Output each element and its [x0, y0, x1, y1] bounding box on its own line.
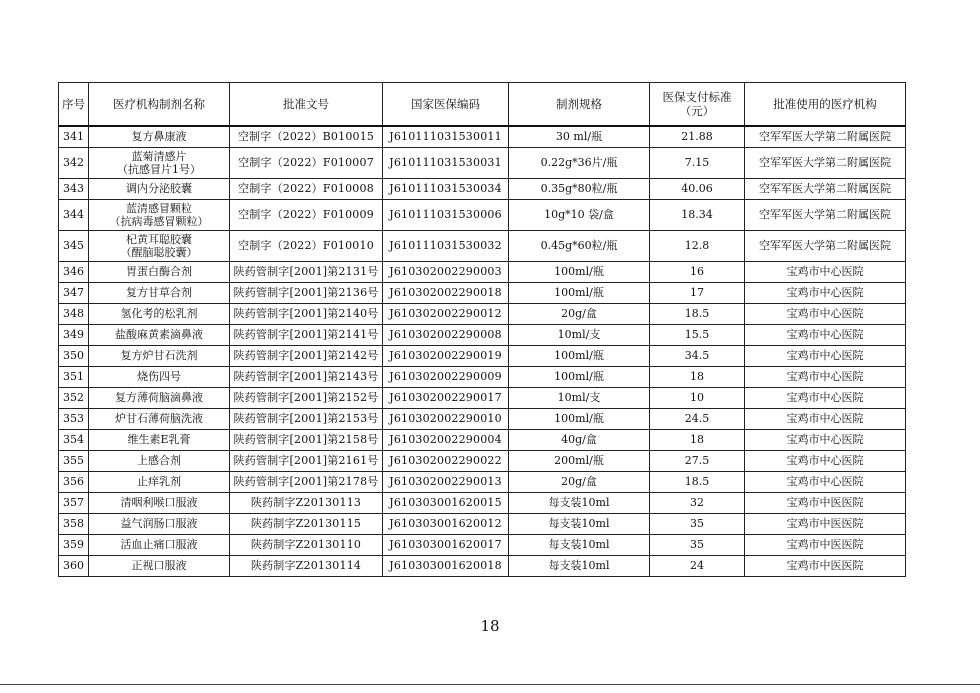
cell-name-line: 蓝菊清感片 — [131, 149, 187, 163]
table-row — [59, 345, 906, 366]
cell-spec: 30 ml/瓶 — [509, 126, 650, 147]
table-row — [59, 126, 906, 147]
cell-spec: 10ml/支 — [509, 387, 650, 408]
cell-code: J610303001620015 — [383, 492, 509, 513]
cell-index: 347 — [59, 282, 89, 303]
cell-approval: 空制字（2022）B010015 — [230, 126, 383, 147]
header-row — [59, 83, 906, 127]
cell-index: 342 — [59, 147, 89, 178]
cell-code: J610302002290008 — [383, 324, 509, 345]
cell-name-line: （抗病毒感冒颗粒） — [109, 214, 209, 228]
cell-code: J610303001620012 — [383, 513, 509, 534]
cell-name-line: 蓝清感冒颗粒 — [126, 201, 192, 215]
cell-index: 341 — [59, 126, 89, 147]
table-row — [59, 230, 906, 261]
cell-code: J610302002290010 — [383, 408, 509, 429]
cell-name-line: 正视口服液 — [131, 559, 187, 572]
cell-spec: 每支装10ml — [509, 534, 650, 555]
table-row — [59, 199, 906, 230]
cell-price: 35 — [650, 534, 745, 555]
cell-price: 24 — [650, 555, 745, 576]
cell-name-line: （抗感冒片1号） — [117, 162, 201, 176]
table-row — [59, 282, 906, 303]
cell-name-line: 调内分泌胶囊 — [126, 182, 192, 195]
cell-name — [89, 450, 230, 471]
cell-institution: 宝鸡市中心医院 — [745, 450, 906, 471]
table-row — [59, 324, 906, 345]
cell-name-line: 盐酸麻黄素滴鼻液 — [115, 328, 203, 341]
cell-institution: 宝鸡市中医医院 — [745, 492, 906, 513]
cell-institution: 宝鸡市中医医院 — [745, 555, 906, 576]
cell-institution: 宝鸡市中心医院 — [745, 429, 906, 450]
cell-code: J610302002290003 — [383, 261, 509, 282]
cell-institution: 宝鸡市中心医院 — [745, 282, 906, 303]
cell-institution: 宝鸡市中心医院 — [745, 471, 906, 492]
cell-name — [89, 429, 230, 450]
cell-spec: 100ml/瓶 — [509, 261, 650, 282]
cell-index: 351 — [59, 366, 89, 387]
cell-name-line: 复方甘草合剂 — [126, 286, 192, 299]
cell-spec: 40g/盒 — [509, 429, 650, 450]
cell-name-line: 维生素E乳膏 — [127, 433, 191, 446]
cell-name-line: 止痒乳剂 — [137, 475, 181, 488]
cell-name-line: 复方炉甘石洗剂 — [120, 349, 198, 362]
cell-institution: 宝鸡市中心医院 — [745, 345, 906, 366]
cell-approval: 陕药管制字[2001]第2143号 — [230, 366, 383, 387]
cell-name-line: （醒脑聪胶囊） — [120, 245, 198, 259]
table-row — [59, 534, 906, 555]
cell-name — [89, 261, 230, 282]
cell-name — [89, 199, 230, 230]
cell-spec: 0.45g*60粒/瓶 — [509, 230, 650, 261]
table-row — [59, 366, 906, 387]
cell-name-line: 杞黄耳聪胶囊 — [126, 232, 192, 246]
cell-name — [89, 366, 230, 387]
cell-institution: 宝鸡市中心医院 — [745, 408, 906, 429]
cell-name — [89, 387, 230, 408]
cell-price: 12.8 — [650, 230, 745, 261]
cell-price: 27.5 — [650, 450, 745, 471]
cell-index: 360 — [59, 555, 89, 576]
cell-index: 348 — [59, 303, 89, 324]
cell-name — [89, 534, 230, 555]
cell-approval: 陕药管制字[2001]第2178号 — [230, 471, 383, 492]
cell-approval: 陕药制字Z20130115 — [230, 513, 383, 534]
cell-price: 24.5 — [650, 408, 745, 429]
cell-name-line: 益气润肠口服液 — [120, 517, 198, 530]
page-number: 18 — [480, 617, 500, 635]
bottom-divider — [0, 684, 980, 685]
cell-code: J610302002290013 — [383, 471, 509, 492]
cell-price: 7.15 — [650, 147, 745, 178]
table-row — [59, 408, 906, 429]
cell-approval: 空制字（2022）F010007 — [230, 147, 383, 178]
cell-price: 34.5 — [650, 345, 745, 366]
cell-code: J610111031530011 — [383, 126, 509, 147]
table-row — [59, 261, 906, 282]
cell-spec: 100ml/瓶 — [509, 366, 650, 387]
cell-code: J610111031530006 — [383, 199, 509, 230]
cell-price: 18.34 — [650, 199, 745, 230]
cell-approval: 陕药制字Z20130110 — [230, 534, 383, 555]
table-body — [59, 126, 906, 576]
cell-name — [89, 471, 230, 492]
cell-code: J610302002290022 — [383, 450, 509, 471]
header-code: 国家医保编码 — [383, 83, 509, 127]
cell-institution: 空军军医大学第二附属医院 — [745, 178, 906, 199]
header-index: 序号 — [59, 83, 89, 127]
cell-name-line: 胃蛋白酶合剂 — [126, 265, 192, 278]
cell-name-line: 烧伤四号 — [137, 370, 181, 383]
cell-spec: 10ml/支 — [509, 324, 650, 345]
cell-institution: 空军军医大学第二附属医院 — [745, 230, 906, 261]
cell-name-line: 复方鼻康液 — [131, 130, 187, 144]
cell-name — [89, 147, 230, 178]
cell-code: J610111031530031 — [383, 147, 509, 178]
cell-institution: 宝鸡市中医医院 — [745, 513, 906, 534]
drug-table — [58, 82, 906, 577]
cell-price: 32 — [650, 492, 745, 513]
cell-approval: 陕药管制字[2001]第2161号 — [230, 450, 383, 471]
cell-code: J610302002290012 — [383, 303, 509, 324]
table-row — [59, 387, 906, 408]
cell-approval: 空制字（2022）F010008 — [230, 178, 383, 199]
cell-name-line: 氢化考的松乳剂 — [120, 307, 198, 320]
cell-spec: 20g/盒 — [509, 471, 650, 492]
cell-name — [89, 408, 230, 429]
cell-price: 40.06 — [650, 178, 745, 199]
cell-approval: 陕药管制字[2001]第2140号 — [230, 303, 383, 324]
cell-institution: 宝鸡市中心医院 — [745, 366, 906, 387]
cell-approval: 陕药管制字[2001]第2152号 — [230, 387, 383, 408]
cell-institution: 空军军医大学第二附属医院 — [745, 147, 906, 178]
cell-name-line: 炉甘石薄荷脑洗液 — [115, 412, 203, 425]
cell-index: 354 — [59, 429, 89, 450]
cell-code: J610303001620018 — [383, 555, 509, 576]
cell-spec: 每支装10ml — [509, 513, 650, 534]
table-header — [59, 83, 906, 127]
cell-institution: 宝鸡市中心医院 — [745, 324, 906, 345]
header-institution: 批准使用的医疗机构 — [745, 83, 906, 127]
cell-spec: 100ml/瓶 — [509, 282, 650, 303]
cell-price: 18 — [650, 366, 745, 387]
cell-index: 359 — [59, 534, 89, 555]
table-row — [59, 492, 906, 513]
cell-name — [89, 513, 230, 534]
cell-approval: 陕药管制字[2001]第2153号 — [230, 408, 383, 429]
cell-code: J610302002290018 — [383, 282, 509, 303]
table-row — [59, 471, 906, 492]
cell-index: 356 — [59, 471, 89, 492]
cell-name — [89, 345, 230, 366]
cell-institution: 宝鸡市中医医院 — [745, 534, 906, 555]
table-row — [59, 513, 906, 534]
cell-code: J610111031530034 — [383, 178, 509, 199]
cell-index: 346 — [59, 261, 89, 282]
header-name: 医疗机构制剂名称 — [89, 83, 230, 127]
cell-spec: 20g/盒 — [509, 303, 650, 324]
cell-spec: 每支装10ml — [509, 492, 650, 513]
header-approval: 批准文号 — [230, 83, 383, 127]
cell-price: 18 — [650, 429, 745, 450]
cell-approval: 陕药制字Z20130113 — [230, 492, 383, 513]
cell-price: 15.5 — [650, 324, 745, 345]
cell-price: 17 — [650, 282, 745, 303]
cell-spec: 100ml/瓶 — [509, 408, 650, 429]
cell-price: 16 — [650, 261, 745, 282]
cell-approval: 陕药管制字[2001]第2131号 — [230, 261, 383, 282]
cell-price: 21.88 — [650, 126, 745, 147]
cell-name — [89, 324, 230, 345]
cell-index: 345 — [59, 230, 89, 261]
cell-name — [89, 178, 230, 199]
cell-name-line: 活血止痛口服液 — [120, 538, 198, 551]
cell-index: 357 — [59, 492, 89, 513]
cell-spec: 0.22g*36片/瓶 — [509, 147, 650, 178]
cell-approval: 陕药管制字[2001]第2136号 — [230, 282, 383, 303]
cell-code: J610302002290017 — [383, 387, 509, 408]
cell-institution: 空军军医大学第二附属医院 — [745, 199, 906, 230]
cell-institution: 空军军医大学第二附属医院 — [745, 126, 906, 147]
cell-name — [89, 492, 230, 513]
cell-code: J610302002290009 — [383, 366, 509, 387]
header-spec: 制剂规格 — [509, 83, 650, 127]
cell-approval: 陕药管制字[2001]第2142号 — [230, 345, 383, 366]
cell-name-line: 清咽利喉口服液 — [120, 496, 198, 509]
table-row — [59, 429, 906, 450]
cell-name — [89, 303, 230, 324]
cell-approval: 空制字（2022）F010009 — [230, 199, 383, 230]
cell-name — [89, 282, 230, 303]
cell-price: 35 — [650, 513, 745, 534]
cell-index: 352 — [59, 387, 89, 408]
cell-approval: 陕药管制字[2001]第2158号 — [230, 429, 383, 450]
cell-approval: 陕药管制字[2001]第2141号 — [230, 324, 383, 345]
cell-spec: 0.35g*80粒/瓶 — [509, 178, 650, 199]
cell-approval: 陕药制字Z20130114 — [230, 555, 383, 576]
cell-index: 353 — [59, 408, 89, 429]
cell-index: 344 — [59, 199, 89, 230]
cell-approval: 空制字（2022）F010010 — [230, 230, 383, 261]
cell-code: J610303001620017 — [383, 534, 509, 555]
cell-name-line: 复方薄荷脑滴鼻液 — [115, 391, 203, 404]
table-row — [59, 178, 906, 199]
cell-name — [89, 230, 230, 261]
table-row — [59, 147, 906, 178]
cell-name — [89, 555, 230, 576]
cell-index: 349 — [59, 324, 89, 345]
cell-code: J610302002290004 — [383, 429, 509, 450]
cell-institution: 宝鸡市中心医院 — [745, 303, 906, 324]
cell-price: 10 — [650, 387, 745, 408]
cell-institution: 宝鸡市中心医院 — [745, 261, 906, 282]
table-row — [59, 555, 906, 576]
cell-name — [89, 126, 230, 147]
cell-index: 355 — [59, 450, 89, 471]
cell-index: 358 — [59, 513, 89, 534]
cell-index: 343 — [59, 178, 89, 199]
cell-code: J610111031530032 — [383, 230, 509, 261]
cell-institution: 宝鸡市中心医院 — [745, 387, 906, 408]
cell-price: 18.5 — [650, 471, 745, 492]
table-row — [59, 303, 906, 324]
cell-name-line: 上感合剂 — [137, 454, 181, 467]
cell-spec: 200ml/瓶 — [509, 450, 650, 471]
cell-spec: 每支装10ml — [509, 555, 650, 576]
cell-code: J610302002290019 — [383, 345, 509, 366]
cell-spec: 10g*10 袋/盒 — [509, 199, 650, 230]
header-price: 医保支付标准（元） — [650, 83, 745, 127]
table-row — [59, 450, 906, 471]
cell-price: 18.5 — [650, 303, 745, 324]
cell-index: 350 — [59, 345, 89, 366]
cell-spec: 100ml/瓶 — [509, 345, 650, 366]
